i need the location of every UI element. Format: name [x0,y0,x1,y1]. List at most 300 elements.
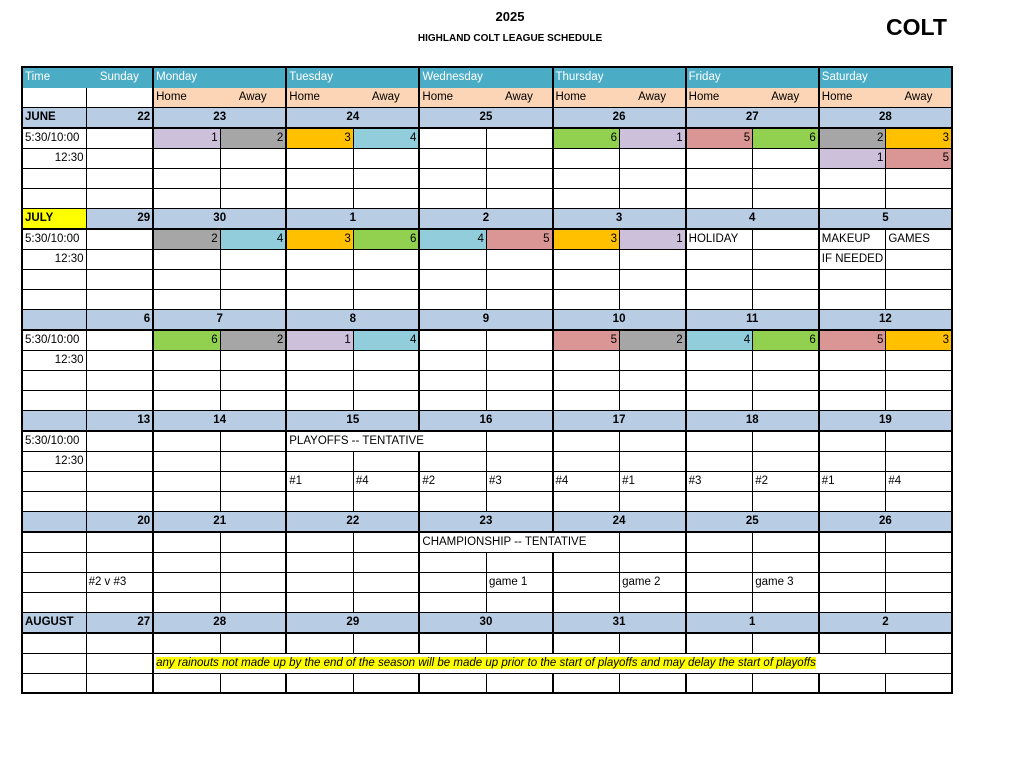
empty-cell [486,189,552,209]
empty-cell [286,452,353,472]
date-friday: 25 [686,512,819,533]
empty-cell [419,330,486,351]
empty-cell [686,431,753,452]
away-label: Away [353,88,419,108]
empty-cell [486,391,552,411]
empty-row [22,270,952,290]
empty-cell [886,169,952,189]
empty-cell [486,452,552,472]
empty-cell [553,250,620,270]
date-thursday: 26 [553,108,686,129]
home-label: Home [153,88,220,108]
empty-cell [753,351,819,371]
date-saturday: 28 [819,108,952,129]
date-saturday: 5 [819,209,952,230]
empty-cell [419,673,486,693]
empty-cell [86,653,153,673]
empty-cell [220,189,286,209]
empty-cell [86,673,153,693]
playoff-seed-row [22,472,952,492]
empty-cell [886,189,952,209]
home-label: Home [419,88,486,108]
empty-row [22,290,952,310]
time-early: 5:30/10:00 [22,128,86,149]
time-slot-row [22,250,952,270]
day-header-row [22,67,952,88]
empty-cell [353,573,419,593]
date-tuesday: 15 [286,411,419,432]
empty-cell [22,532,86,553]
empty-cell [419,391,486,411]
empty-cell [419,553,486,573]
empty-cell [419,492,486,512]
game-away-team: 5 [486,229,552,250]
empty-cell [153,472,220,492]
date-sunday: 29 [86,209,153,230]
empty-cell [86,593,153,613]
date-wednesday: 30 [419,613,552,634]
empty-cell [686,673,753,693]
empty-cell [486,431,552,452]
empty-cell [22,290,86,310]
playoff-seed: #4 [886,472,952,492]
empty-cell [419,633,486,653]
date-tuesday: 1 [286,209,419,230]
empty-cell [153,391,220,411]
date-thursday: 24 [553,512,686,533]
time-late: 12:30 [22,351,86,371]
empty-cell [220,593,286,613]
empty-cell [220,633,286,653]
empty-cell [753,532,819,553]
empty-cell [819,673,886,693]
month-label [22,411,86,432]
game-away-team: 3 [886,330,952,351]
championship-game: game 1 [486,573,552,593]
championship-games-row [22,573,952,593]
game-home-team: 2 [153,229,220,250]
empty-cell [553,270,620,290]
empty-cell [486,553,552,573]
empty-cell [819,452,886,472]
empty-cell [22,472,86,492]
empty-cell [620,169,686,189]
empty-cell [353,452,419,472]
date-saturday: 2 [819,613,952,634]
empty-cell [686,452,753,472]
empty-cell [86,229,153,250]
game-home-team: 2 [819,128,886,149]
time-slot-row [22,351,952,371]
empty-cell [353,290,419,310]
col-header-tuesday: Tuesday [286,67,419,88]
date-thursday: 3 [553,209,686,230]
empty-cell [86,330,153,351]
month-label: JULY [22,209,86,230]
date-friday: 18 [686,411,819,432]
time-slot-row [22,452,952,472]
empty-cell [353,673,419,693]
empty-cell [686,270,753,290]
empty-cell [153,633,220,653]
date-saturday: 12 [819,310,952,331]
empty-cell [353,189,419,209]
empty-cell [819,371,886,391]
playoff-seed: #2 [419,472,486,492]
empty-cell [86,128,153,149]
empty-cell [819,532,886,553]
empty-cell [819,391,886,411]
date-monday: 21 [153,512,286,533]
empty-cell [486,351,552,371]
empty-cell [353,371,419,391]
empty-cell [620,532,686,553]
time-late: 12:30 [22,250,86,270]
game-home-team: 3 [286,128,353,149]
empty-cell [620,149,686,169]
date-sunday: 13 [86,411,153,432]
game-away-team: 6 [753,128,819,149]
empty-cell [220,553,286,573]
empty-cell [819,492,886,512]
empty-cell [686,250,753,270]
empty-cell [220,673,286,693]
empty-cell [153,593,220,613]
empty-cell [819,351,886,371]
time-late: 12:30 [22,149,86,169]
date-tuesday: 29 [286,613,419,634]
empty-cell [153,673,220,693]
game-home-team: 5 [819,330,886,351]
playoffs-note: PLAYOFFS -- TENTATIVE [286,431,486,452]
rainout-note: any rainouts not made up by the end of the season will be made up prior to the start of playoffs and may delay the start of playoffs [156,656,816,669]
empty-cell [486,169,552,189]
empty-row [22,492,952,512]
empty-cell [153,371,220,391]
empty-cell [886,290,952,310]
empty-cell [353,532,419,553]
date-friday: 1 [686,613,819,634]
date-wednesday: 23 [419,512,552,533]
game-home-team: 3 [286,229,353,250]
empty-cell [419,573,486,593]
empty-row [22,593,952,613]
empty-cell [220,532,286,553]
empty-cell [686,371,753,391]
empty-cell [353,553,419,573]
away-label: Away [220,88,286,108]
game-away-team: 6 [353,229,419,250]
empty-cell [286,351,353,371]
empty-row [22,673,952,693]
empty-cell [819,553,886,573]
empty-cell [620,593,686,613]
col-header-sunday: Sunday [86,67,153,88]
empty-cell [220,371,286,391]
empty-cell [886,431,952,452]
makeup-note: MAKEUP [819,229,886,250]
empty-cell [553,169,620,189]
empty-cell [419,452,486,472]
empty-cell [620,270,686,290]
empty-cell [620,431,686,452]
date-monday: 7 [153,310,286,331]
empty-cell [553,431,620,452]
empty-cell [686,169,753,189]
empty-cell [286,391,353,411]
empty-cell [686,532,753,553]
date-wednesday: 2 [419,209,552,230]
empty-cell [86,351,153,371]
empty-cell [220,290,286,310]
empty-cell [286,553,353,573]
empty-cell [286,149,353,169]
empty-cell [686,633,753,653]
year-label: 2025 [495,9,525,24]
date-thursday: 17 [553,411,686,432]
empty-cell [686,553,753,573]
empty-cell [86,532,153,553]
empty-cell [153,431,220,452]
month-label: AUGUST [22,613,86,634]
empty-cell [153,653,952,673]
time-slot-row [22,330,952,351]
empty-cell [686,391,753,411]
empty-cell [753,290,819,310]
empty-row [22,633,952,653]
empty-cell [153,573,220,593]
col-header-friday: Friday [686,67,819,88]
empty-row [22,391,952,411]
col-header-thursday: Thursday [553,67,686,88]
empty-cell [686,189,753,209]
empty-cell [686,290,753,310]
empty-cell [86,452,153,472]
away-label: Away [886,88,952,108]
playoff-seed: #2 [753,472,819,492]
time-early: 5:30/10:00 [22,431,86,452]
empty-cell [819,270,886,290]
date-tuesday: 8 [286,310,419,331]
date-friday: 27 [686,108,819,129]
empty-row [22,189,952,209]
date-wednesday: 25 [419,108,552,129]
date-sunday: 22 [86,108,153,129]
empty-cell [486,270,552,290]
playoff-seed: #3 [686,472,753,492]
blank-cell [22,88,86,108]
empty-row [22,553,952,573]
empty-cell [753,169,819,189]
game-away-team: 5 [886,149,952,169]
empty-cell [553,633,620,653]
week-date-row [22,310,952,331]
playoff-seed: #4 [353,472,419,492]
empty-cell [86,290,153,310]
empty-cell [419,149,486,169]
empty-cell [22,492,86,512]
month-label [22,512,86,533]
empty-cell [220,270,286,290]
empty-cell [553,149,620,169]
empty-cell [886,673,952,693]
home-away-row [22,88,952,108]
empty-cell [153,270,220,290]
empty-cell [753,633,819,653]
empty-cell [753,593,819,613]
empty-cell [819,573,886,593]
empty-cell [819,431,886,452]
empty-cell [419,250,486,270]
away-label: Away [620,88,686,108]
game-home-team: 1 [286,330,353,351]
game-away-team: 3 [886,128,952,149]
empty-cell [220,149,286,169]
empty-cell [153,149,220,169]
game-home-team: 5 [686,128,753,149]
empty-cell [286,593,353,613]
empty-cell [819,633,886,653]
empty-cell [753,270,819,290]
if-needed-note: IF NEEDED [819,250,886,270]
game-home-team: 6 [553,128,620,149]
game-home-team: 4 [686,330,753,351]
empty-cell [886,633,952,653]
playoff-seed: #1 [620,472,686,492]
empty-cell [286,532,353,553]
empty-cell [86,250,153,270]
empty-cell [486,492,552,512]
date-tuesday: 22 [286,512,419,533]
playoff-seed: #3 [486,472,552,492]
division-label: COLT [886,14,947,40]
empty-cell [419,593,486,613]
empty-cell [286,189,353,209]
empty-cell [620,452,686,472]
col-header-time: Time [22,67,86,88]
game-away-team: 1 [620,229,686,250]
empty-cell [286,169,353,189]
empty-cell [886,593,952,613]
empty-cell [86,431,153,452]
empty-cell [86,553,153,573]
empty-cell [886,553,952,573]
empty-cell [419,169,486,189]
empty-cell [486,128,552,149]
empty-cell [486,330,552,351]
empty-cell [153,189,220,209]
empty-cell [22,169,86,189]
empty-cell [753,391,819,411]
empty-cell [286,492,353,512]
empty-cell [86,189,153,209]
empty-cell [153,532,220,553]
month-label: JUNE [22,108,86,129]
empty-cell [22,189,86,209]
empty-cell [486,250,552,270]
col-header-wednesday: Wednesday [419,67,552,88]
empty-cell [22,653,86,673]
empty-cell [86,391,153,411]
month-label [22,310,86,331]
empty-cell [153,250,220,270]
date-thursday: 10 [553,310,686,331]
date-monday: 28 [153,613,286,634]
empty-cell [22,391,86,411]
empty-cell [286,250,353,270]
empty-cell [286,573,353,593]
empty-cell [486,673,552,693]
game-away-team: 4 [220,229,286,250]
empty-cell [753,492,819,512]
championship-row [22,532,952,553]
schedule-title: HIGHLAND COLT LEAGUE SCHEDULE [417,33,603,44]
empty-cell [220,250,286,270]
empty-cell [620,673,686,693]
empty-cell [553,593,620,613]
game-home-team: 3 [553,229,620,250]
empty-cell [22,371,86,391]
game-away-team: 2 [620,330,686,351]
empty-cell [153,169,220,189]
empty-cell [886,573,952,593]
home-label: Home [553,88,620,108]
empty-cell [886,452,952,472]
empty-cell [753,553,819,573]
game-away-team: 1 [620,128,686,149]
date-thursday: 31 [553,613,686,634]
empty-cell [553,492,620,512]
empty-cell [220,351,286,371]
empty-cell [419,351,486,371]
date-friday: 4 [686,209,819,230]
rainout-note-row [22,653,952,673]
time-slot-row [22,149,952,169]
time-early: 5:30/10:00 [22,229,86,250]
holiday-note: HOLIDAY [686,229,753,250]
empty-cell [153,452,220,472]
week-date-row [22,613,952,634]
empty-cell [553,371,620,391]
blank-cell [86,88,153,108]
empty-cell [86,270,153,290]
empty-cell [753,149,819,169]
date-monday: 30 [153,209,286,230]
empty-cell [353,593,419,613]
home-label: Home [819,88,886,108]
empty-cell [686,573,753,593]
week-date-row [22,209,952,230]
playoff-seed: #1 [286,472,353,492]
game-away-team: 4 [353,330,419,351]
empty-cell [686,492,753,512]
empty-cell [886,391,952,411]
empty-cell [86,492,153,512]
empty-cell [286,673,353,693]
empty-cell [819,169,886,189]
date-friday: 11 [686,310,819,331]
empty-cell [686,149,753,169]
time-early: 5:30/10:00 [22,330,86,351]
empty-cell [353,270,419,290]
week-date-row [22,411,952,432]
empty-cell [620,189,686,209]
date-monday: 14 [153,411,286,432]
empty-cell [220,391,286,411]
empty-cell [753,673,819,693]
empty-cell [486,633,552,653]
game-home-team: 1 [819,149,886,169]
